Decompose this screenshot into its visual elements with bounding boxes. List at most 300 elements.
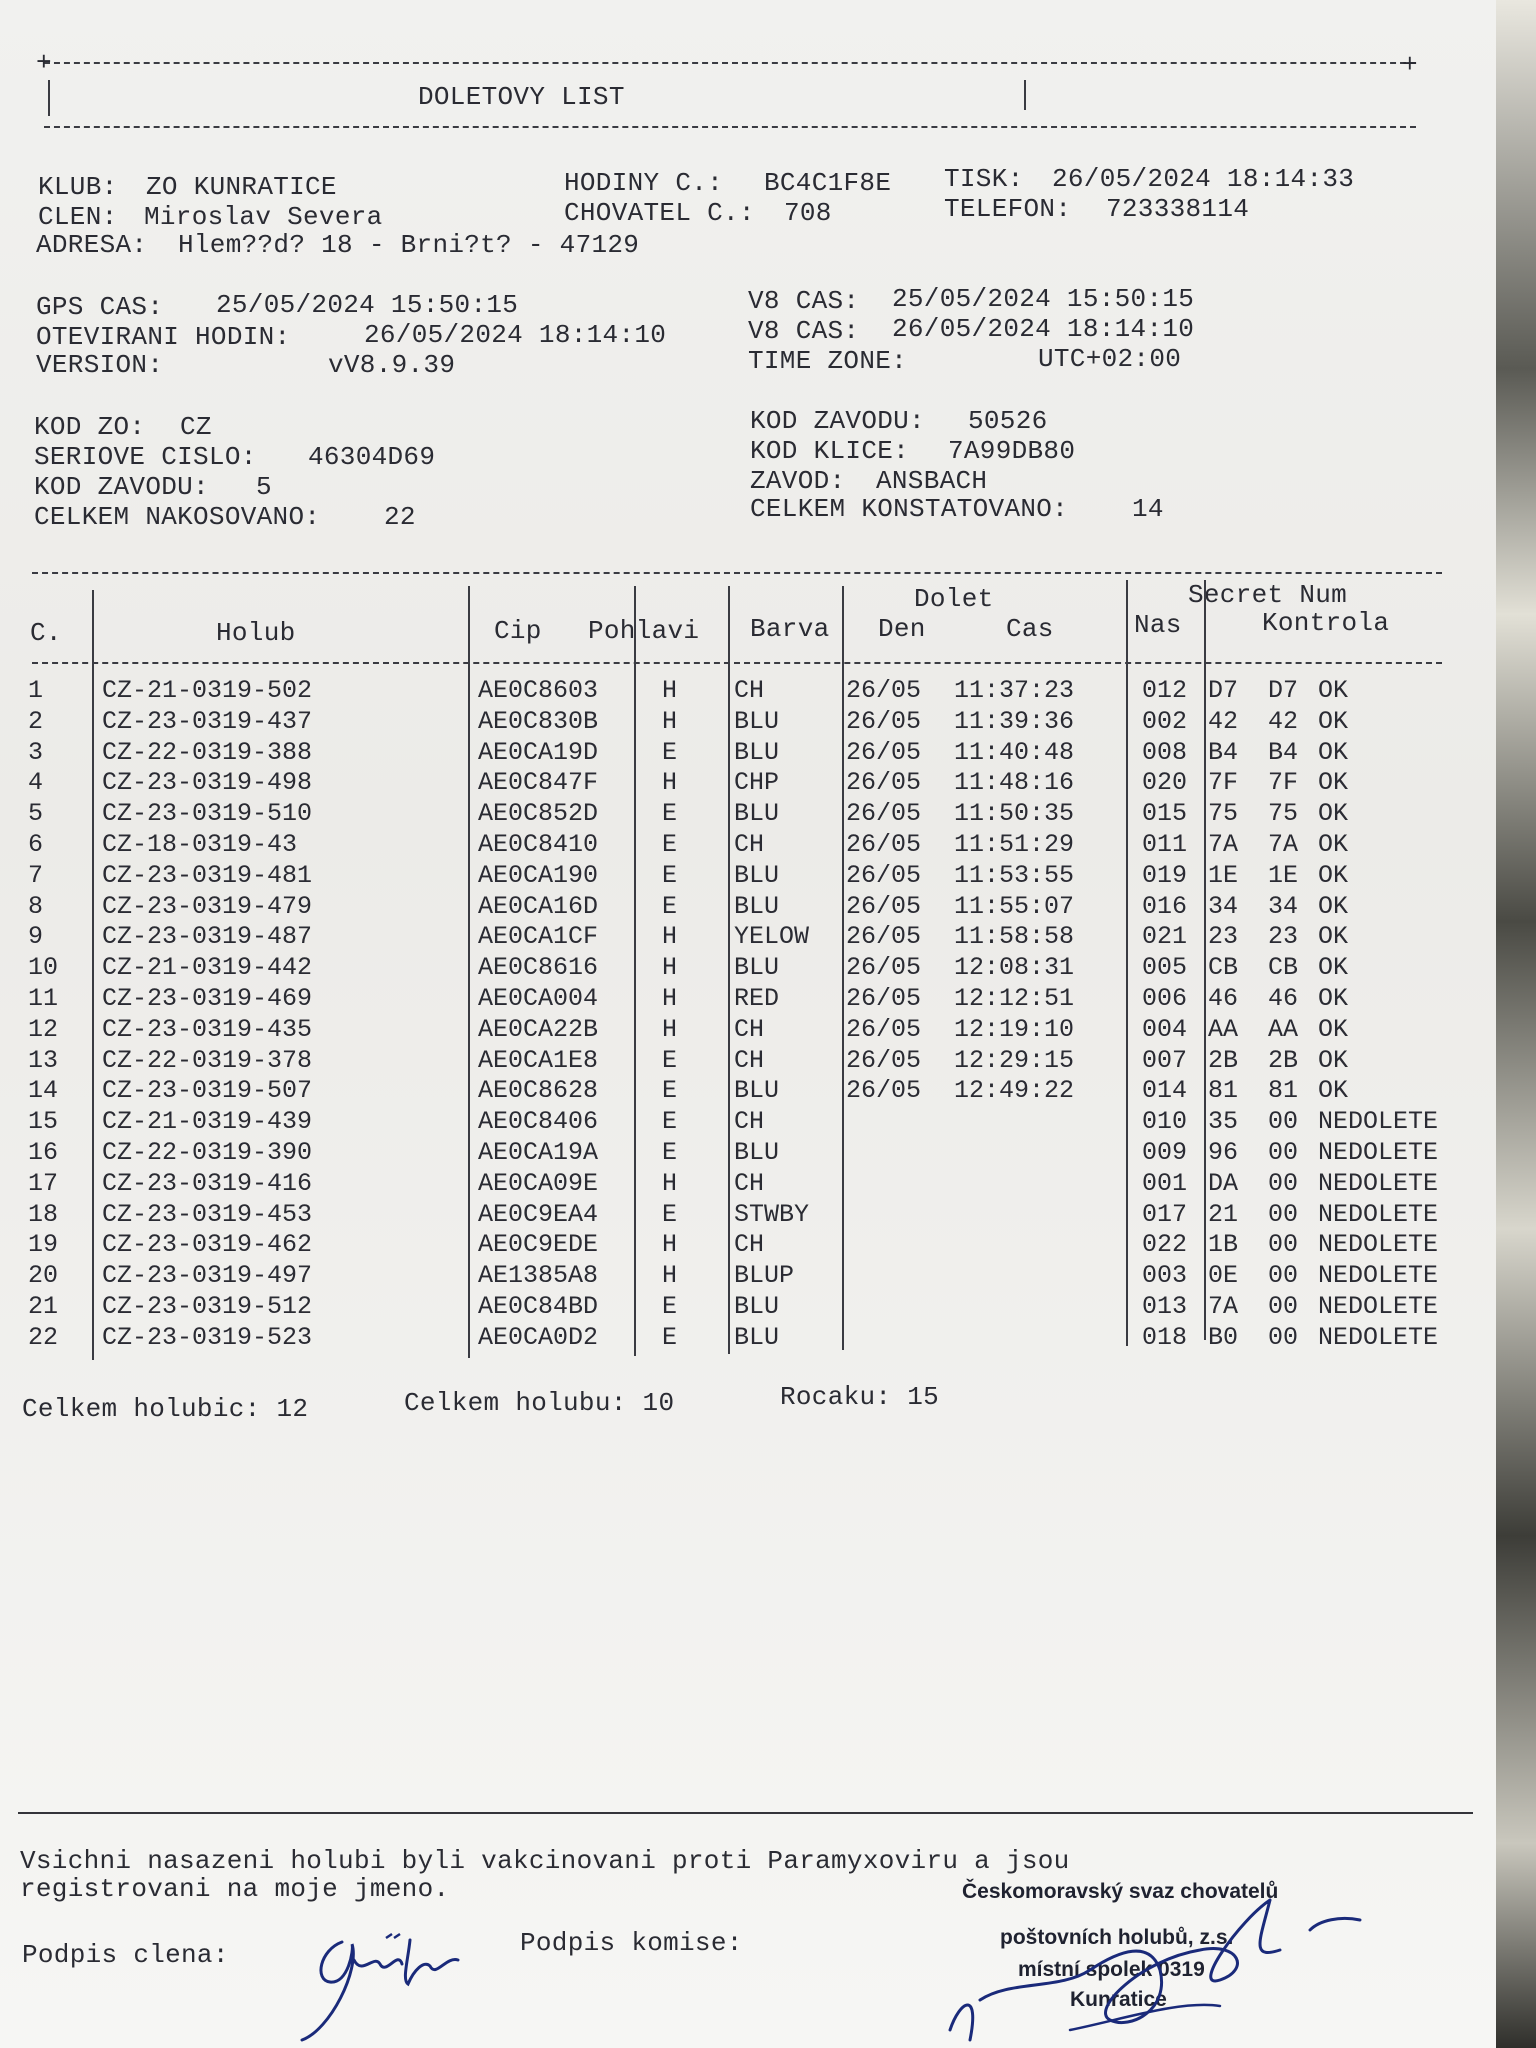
secret-num-1: 7F (1208, 768, 1239, 798)
dolet-den: 26/05 (846, 829, 922, 859)
holub-id: CZ-23-0319-510 (102, 799, 313, 829)
cip-code: AE0C84BD (478, 1291, 599, 1321)
cip-code: AE0C852D (478, 799, 599, 829)
cip-code: AE0C8628 (478, 1076, 599, 1106)
table-row (28, 738, 1488, 769)
row-number: 20 (28, 1261, 59, 1291)
version-value: vV8.9.39 (328, 350, 456, 380)
pohlavi: H (662, 1230, 678, 1260)
col-header-cas: Cas (1006, 614, 1054, 644)
pohlavi: E (662, 1076, 678, 1106)
col-header-barva: Barva (750, 614, 830, 644)
kontrola: OK (1318, 799, 1349, 829)
dolet-cas: 11:37:23 (954, 676, 1075, 705)
dolet-cas: 12:29:15 (954, 1045, 1075, 1075)
kontrola: OK (1318, 706, 1349, 736)
secret-num-1: DA (1208, 1168, 1239, 1198)
table-row (28, 1046, 1488, 1077)
kontrola: OK (1318, 1076, 1349, 1106)
barva: CH (734, 676, 765, 705)
pohlavi: H (662, 1261, 678, 1291)
otevirani-label: OTEVIRANI HODIN: (36, 322, 291, 352)
dolet-den: 26/05 (846, 891, 922, 921)
version-label: VERSION: (36, 350, 164, 380)
title-box-bottom-border (44, 126, 1416, 128)
nas: 013 (1142, 1291, 1188, 1321)
dolet-den: 26/05 (846, 983, 922, 1013)
holub-id: CZ-23-0319-469 (102, 983, 313, 1013)
table-row (28, 799, 1488, 830)
kontrola: NEDOLETE (1318, 1199, 1439, 1229)
nas: 018 (1142, 1322, 1188, 1352)
kontrola: OK (1318, 983, 1349, 1013)
zavod-value: ANSBACH (876, 466, 988, 496)
table-row (28, 953, 1488, 984)
kontrola: NEDOLETE (1318, 1322, 1439, 1352)
seriove-cislo-value: 46304D69 (308, 442, 436, 472)
barva: BLU (734, 1291, 780, 1321)
kontrola: NEDOLETE (1318, 1137, 1439, 1167)
secret-num-2: 23 (1268, 922, 1299, 952)
barva: BLU (734, 860, 780, 890)
row-number: 15 (28, 1107, 59, 1137)
holub-id: CZ-23-0319-497 (102, 1261, 313, 1291)
cip-code: AE0CA19D (478, 737, 599, 767)
holub-id: CZ-21-0319-442 (102, 953, 313, 983)
nas: 014 (1142, 1076, 1188, 1106)
barva: CH (734, 1045, 765, 1075)
secret-num-2: 46 (1268, 983, 1299, 1013)
dolet-den: 26/05 (846, 1014, 922, 1044)
cip-code: AE0CA0D2 (478, 1322, 599, 1352)
clen-value: Miroslav Severa (144, 202, 383, 232)
table-row (28, 1138, 1488, 1169)
col-header-dolet: Dolet (914, 584, 994, 614)
stamp-line-3: místní spolek 0319 (1018, 1958, 1205, 1981)
dolet-den: 26/05 (846, 1045, 922, 1075)
kontrola: NEDOLETE (1318, 1261, 1439, 1291)
pohlavi: H (662, 983, 678, 1013)
row-number: 7 (28, 860, 44, 890)
col-header-secret-num: Secret Num (1188, 580, 1348, 610)
title-box-right-border (1024, 80, 1026, 110)
holub-id: CZ-21-0319-502 (102, 676, 313, 705)
table-row (28, 676, 1488, 707)
col-header-pohlavi: Pohlavi (588, 616, 700, 646)
cip-code: AE0C8406 (478, 1107, 599, 1137)
title-box-left-border (48, 80, 50, 116)
row-number: 9 (28, 922, 44, 952)
dolet-cas: 11:48:16 (954, 768, 1075, 798)
table-row (28, 1200, 1488, 1231)
row-number: 16 (28, 1137, 59, 1167)
row-number: 12 (28, 1014, 59, 1044)
holub-id: CZ-23-0319-507 (102, 1076, 313, 1106)
chovatel-label: CHOVATEL C.: (564, 198, 755, 228)
secret-num-2: 00 (1268, 1291, 1299, 1321)
secret-num-1: 75 (1208, 799, 1239, 829)
pohlavi: E (662, 737, 678, 767)
dolet-cas: 12:08:31 (954, 953, 1075, 983)
time-zone-value: UTC+02:00 (1038, 344, 1182, 374)
nas: 016 (1142, 891, 1188, 921)
nas: 010 (1142, 1107, 1188, 1137)
kontrola: OK (1318, 829, 1349, 859)
dolet-den: 26/05 (846, 1076, 922, 1106)
table-row (28, 1107, 1488, 1138)
table-row (28, 861, 1488, 892)
barva: BLU (734, 953, 780, 983)
dolet-den: 26/05 (846, 860, 922, 890)
secret-num-1: 42 (1208, 706, 1239, 736)
v8-cas-value-2: 26/05/2024 18:14:10 (892, 314, 1195, 344)
secret-num-2: 00 (1268, 1137, 1299, 1167)
barva: STWBY (734, 1199, 810, 1229)
nas: 006 (1142, 983, 1188, 1013)
secret-num-2: CB (1268, 953, 1299, 983)
nas: 022 (1142, 1230, 1188, 1260)
row-number: 13 (28, 1045, 59, 1075)
klub-value: ZO KUNRATICE (146, 172, 337, 202)
dolet-cas: 11:40:48 (954, 737, 1075, 767)
total-holubu: Celkem holubu: 10 (404, 1388, 675, 1418)
secret-num-1: 96 (1208, 1137, 1239, 1167)
hodiny-value: BC4C1F8E (764, 168, 892, 198)
gps-cas-label: GPS CAS: (36, 292, 164, 322)
pohlavi: E (662, 1137, 678, 1167)
podpis-clena-label: Podpis clena: (22, 1940, 229, 1970)
pohlavi: E (662, 1322, 678, 1352)
row-number: 19 (28, 1230, 59, 1260)
secret-num-2: B4 (1268, 737, 1299, 767)
kod-zo-value: CZ (180, 412, 212, 442)
cip-code: AE0C830B (478, 706, 599, 736)
secret-num-1: AA (1208, 1014, 1239, 1044)
row-number: 21 (28, 1291, 59, 1321)
pohlavi: H (662, 768, 678, 798)
total-holubic: Celkem holubic: 12 (22, 1394, 309, 1424)
gps-cas-value: 25/05/2024 15:50:15 (216, 290, 519, 320)
stamp-line-1: Českomoravský svaz chovatelů (962, 1880, 1279, 1903)
document-title: DOLETOVY LIST (418, 82, 625, 112)
table-header-top-border (32, 572, 1442, 574)
barva: CHP (734, 768, 780, 798)
holub-id: CZ-22-0319-378 (102, 1045, 313, 1075)
col-header-cip: Cip (494, 616, 542, 646)
table-header-bottom-border (32, 662, 1442, 664)
secret-num-2: 1E (1268, 860, 1299, 890)
table-row (28, 1169, 1488, 1200)
nas: 005 (1142, 953, 1188, 983)
secret-num-1: B4 (1208, 737, 1239, 767)
barva: BLU (734, 891, 780, 921)
nas: 007 (1142, 1045, 1188, 1075)
cip-code: AE0CA09E (478, 1168, 599, 1198)
cip-code: AE0CA19A (478, 1137, 599, 1167)
secret-num-2: 00 (1268, 1107, 1299, 1137)
pohlavi: E (662, 860, 678, 890)
table-row (28, 1230, 1488, 1261)
pohlavi: H (662, 706, 678, 736)
secret-num-1: 7A (1208, 829, 1239, 859)
secret-num-1: 0E (1208, 1261, 1239, 1291)
kontrola: NEDOLETE (1318, 1291, 1439, 1321)
secret-num-2: 00 (1268, 1322, 1299, 1352)
nas: 008 (1142, 737, 1188, 767)
klub-label: KLUB: (38, 172, 118, 202)
row-number: 10 (28, 953, 59, 983)
kod-klice-value: 7A99DB80 (948, 436, 1076, 466)
nas: 001 (1142, 1168, 1188, 1198)
holub-id: CZ-23-0319-479 (102, 891, 313, 921)
pohlavi: H (662, 922, 678, 952)
time-zone-label: TIME ZONE: (748, 346, 908, 376)
barva: BLUP (734, 1261, 795, 1291)
kod-zavodu-2-label: KOD ZAVODU: (750, 406, 925, 436)
cip-code: AE0C8603 (478, 676, 599, 705)
pohlavi: H (662, 676, 678, 705)
kontrola: OK (1318, 768, 1349, 798)
dolet-den: 26/05 (846, 799, 922, 829)
secret-num-1: 46 (1208, 983, 1239, 1013)
dolet-cas: 11:58:58 (954, 922, 1075, 952)
table-body (28, 676, 1488, 1354)
cip-code: AE1385A8 (478, 1261, 599, 1291)
cip-code: AE0C8616 (478, 953, 599, 983)
barva: BLU (734, 1322, 780, 1352)
secret-num-1: 34 (1208, 891, 1239, 921)
holub-id: CZ-23-0319-435 (102, 1014, 313, 1044)
row-number: 1 (28, 676, 44, 705)
table-row (28, 1015, 1488, 1046)
dolet-cas: 11:50:35 (954, 799, 1075, 829)
barva: CH (734, 1168, 765, 1198)
holub-id: CZ-23-0319-453 (102, 1199, 313, 1229)
table-row (28, 768, 1488, 799)
holub-id: CZ-23-0319-512 (102, 1291, 313, 1321)
table-row (28, 830, 1488, 861)
row-number: 17 (28, 1168, 59, 1198)
row-number: 18 (28, 1199, 59, 1229)
kod-zo-label: KOD ZO: (34, 412, 146, 442)
dolet-den: 26/05 (846, 676, 922, 705)
footer-divider (18, 1812, 1473, 1814)
clen-label: CLEN: (38, 202, 118, 232)
nas: 009 (1142, 1137, 1188, 1167)
row-number: 22 (28, 1322, 59, 1352)
holub-id: CZ-23-0319-481 (102, 860, 313, 890)
cip-code: AE0CA1CF (478, 922, 599, 952)
dolet-cas: 12:49:22 (954, 1076, 1075, 1106)
cip-code: AE0CA190 (478, 860, 599, 890)
secret-num-2: 75 (1268, 799, 1299, 829)
holub-id: CZ-23-0319-462 (102, 1230, 313, 1260)
v8-cas-label: V8 CAS: (748, 286, 860, 316)
podpis-komise-label: Podpis komise: (520, 1928, 743, 1958)
secret-num-1: 23 (1208, 922, 1239, 952)
col-header-den: Den (878, 614, 926, 644)
dolet-den: 26/05 (846, 737, 922, 767)
stamp-line-4: Kunratice (1070, 1988, 1167, 2011)
col-header-holub: Holub (216, 618, 296, 648)
title-box-corner: + (36, 48, 52, 78)
holub-id: CZ-22-0319-390 (102, 1137, 313, 1167)
barva: BLU (734, 737, 780, 767)
barva: CH (734, 1230, 765, 1260)
secret-num-1: 21 (1208, 1199, 1239, 1229)
kod-zavodu-2-value: 50526 (968, 406, 1048, 436)
nas: 004 (1142, 1014, 1188, 1044)
adresa-label: ADRESA: (36, 230, 148, 260)
barva: BLU (734, 706, 780, 736)
pohlavi: H (662, 953, 678, 983)
v8-cas-value: 25/05/2024 15:50:15 (892, 284, 1195, 314)
nas: 017 (1142, 1199, 1188, 1229)
secret-num-2: 34 (1268, 891, 1299, 921)
nas: 020 (1142, 768, 1188, 798)
secret-num-1: 35 (1208, 1107, 1239, 1137)
dolet-cas: 11:55:07 (954, 891, 1075, 921)
table-row (28, 1076, 1488, 1107)
kontrola: OK (1318, 922, 1349, 952)
declaration-line-2: registrovani na moje jmeno. (20, 1874, 450, 1904)
table-row (28, 892, 1488, 923)
barva: BLU (734, 1076, 780, 1106)
secret-num-2: 42 (1268, 706, 1299, 736)
nas: 003 (1142, 1261, 1188, 1291)
kontrola: OK (1318, 860, 1349, 890)
pohlavi: E (662, 1199, 678, 1229)
nas: 012 (1142, 676, 1188, 705)
pohlavi: H (662, 1014, 678, 1044)
otevirani-value: 26/05/2024 18:14:10 (364, 320, 667, 350)
pohlavi: H (662, 1168, 678, 1198)
secret-num-2: 00 (1268, 1168, 1299, 1198)
nas: 019 (1142, 860, 1188, 890)
kontrola: OK (1318, 953, 1349, 983)
kontrola: NEDOLETE (1318, 1230, 1439, 1260)
tisk-value: 26/05/2024 18:14:33 (1052, 164, 1355, 194)
dolet-den: 26/05 (846, 768, 922, 798)
cip-code: AE0C8410 (478, 829, 599, 859)
row-number: 2 (28, 706, 44, 736)
nakosovano-value: 22 (384, 502, 416, 532)
title-box-top-border (44, 62, 1416, 64)
nas: 011 (1142, 829, 1188, 859)
pohlavi: E (662, 891, 678, 921)
dolet-cas: 12:19:10 (954, 1014, 1075, 1044)
table-row (28, 1323, 1488, 1354)
chovatel-value: 708 (784, 198, 832, 228)
kod-zavodu-value: 5 (256, 472, 272, 502)
secret-num-1: 1E (1208, 860, 1239, 890)
kontrola: OK (1318, 1045, 1349, 1075)
col-header-kontrola: Kontrola (1262, 608, 1390, 638)
v8-cas-label-2: V8 CAS: (748, 316, 860, 346)
secret-num-2: AA (1268, 1014, 1299, 1044)
nas: 002 (1142, 706, 1188, 736)
table-row (28, 922, 1488, 953)
row-number: 3 (28, 737, 44, 767)
secret-num-1: 1B (1208, 1230, 1239, 1260)
secret-num-1: B0 (1208, 1322, 1239, 1352)
secret-num-2: 7F (1268, 768, 1299, 798)
holub-id: CZ-23-0319-523 (102, 1322, 313, 1352)
holub-id: CZ-23-0319-487 (102, 922, 313, 952)
kontrola: OK (1318, 737, 1349, 767)
row-number: 11 (28, 983, 59, 1013)
col-header-c: C. (30, 618, 62, 648)
row-number: 8 (28, 891, 44, 921)
row-number: 4 (28, 768, 44, 798)
kontrola: OK (1318, 891, 1349, 921)
barva: CH (734, 829, 765, 859)
cip-code: AE0CA004 (478, 983, 599, 1013)
pohlavi: E (662, 1291, 678, 1321)
holub-id: CZ-21-0319-439 (102, 1107, 313, 1137)
barva: BLU (734, 799, 780, 829)
holub-id: CZ-18-0319-43 (102, 829, 298, 859)
dolet-cas: 12:12:51 (954, 983, 1075, 1013)
secret-num-1: 81 (1208, 1076, 1239, 1106)
pohlavi: E (662, 829, 678, 859)
dolet-den: 26/05 (846, 953, 922, 983)
pohlavi: E (662, 1107, 678, 1137)
adresa-value: Hlem??d? 18 - Brni?t? - 47129 (178, 230, 640, 260)
table-row (28, 1292, 1488, 1323)
seriove-cislo-label: SERIOVE CISLO: (34, 442, 257, 472)
secret-num-2: 00 (1268, 1230, 1299, 1260)
zavod-label: ZAVOD: (750, 466, 846, 496)
kontrola: NEDOLETE (1318, 1168, 1439, 1198)
stamp-line-2: poštovních holubů, z.s. (1000, 1926, 1234, 1949)
telefon-value: 723338114 (1106, 194, 1250, 224)
cip-code: AE0C847F (478, 768, 599, 798)
nas: 015 (1142, 799, 1188, 829)
table-row (28, 984, 1488, 1015)
holub-id: CZ-23-0319-498 (102, 768, 313, 798)
declaration-line-1: Vsichni nasazeni holubi byli vakcinovani proti Paramyxoviru a jsou (20, 1846, 1070, 1876)
holub-id: CZ-23-0319-437 (102, 706, 313, 736)
pohlavi: E (662, 799, 678, 829)
col-header-nas: Nas (1134, 610, 1182, 640)
secret-num-2: 2B (1268, 1045, 1299, 1075)
cip-code: AE0CA1E8 (478, 1045, 599, 1075)
total-rocaku: Rocaku: 15 (780, 1382, 940, 1412)
pohlavi: E (662, 1045, 678, 1075)
tisk-label: TISK: (944, 164, 1024, 194)
barva: CH (734, 1014, 765, 1044)
cip-code: AE0C9EA4 (478, 1199, 599, 1229)
row-number: 5 (28, 799, 44, 829)
nakosovano-label: CELKEM NAKOSOVANO: (34, 502, 321, 532)
barva: YELOW (734, 922, 810, 952)
konstatovano-value: 14 (1132, 494, 1164, 524)
holub-id: CZ-23-0319-416 (102, 1168, 313, 1198)
secret-num-1: CB (1208, 953, 1239, 983)
secret-num-2: 81 (1268, 1076, 1299, 1106)
nas: 021 (1142, 922, 1188, 952)
kod-klice-label: KOD KLICE: (750, 436, 910, 466)
dolet-cas: 11:51:29 (954, 829, 1075, 859)
barva: BLU (734, 1137, 780, 1167)
secret-num-2: D7 (1268, 676, 1299, 705)
secret-num-1: 2B (1208, 1045, 1239, 1075)
dolet-den: 26/05 (846, 922, 922, 952)
hodiny-label: HODINY C.: (564, 168, 724, 198)
secret-num-1: D7 (1208, 676, 1239, 705)
cip-code: AE0CA22B (478, 1014, 599, 1044)
